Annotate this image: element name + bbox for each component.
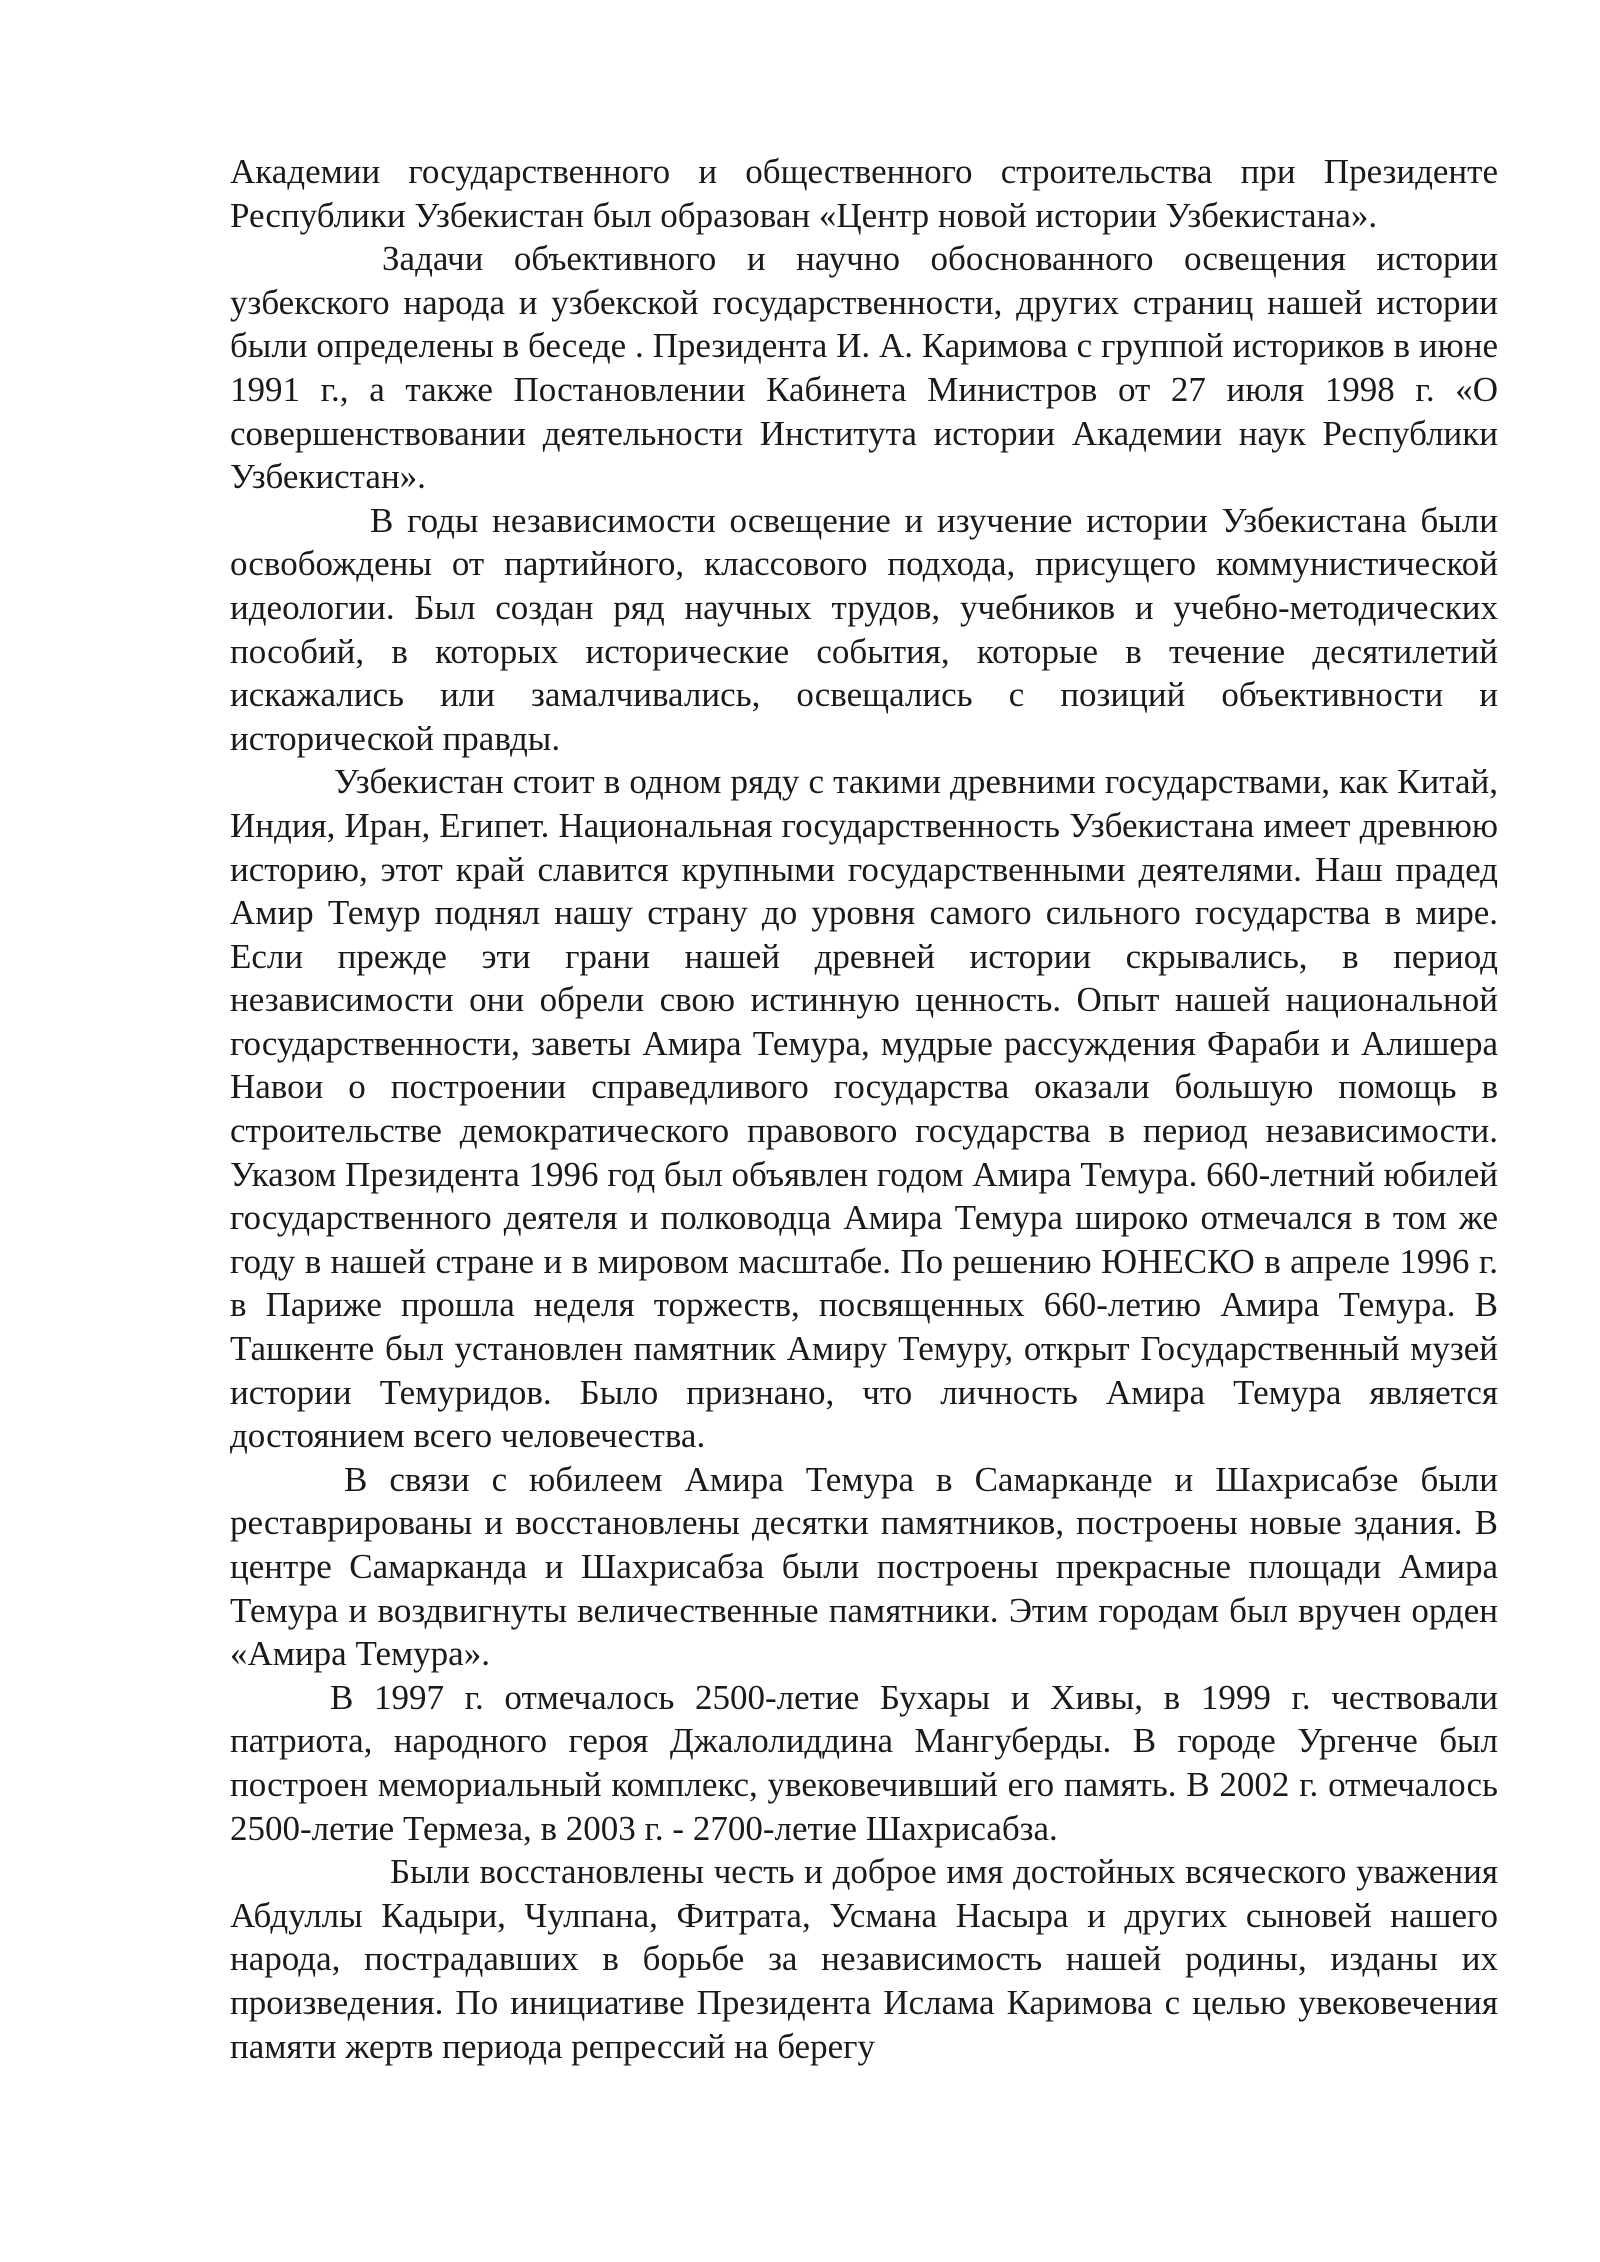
paragraph-history-tasks: Задачи объективного и научно обоснованного освещения истории узбекского народа и узбекской государственности, других страниц нашей истории были определены в беседе . Президента И. А. Каримова с группой историков в июне 1991 г., а также Постановлении Кабинета Министров от 27 июля 1998 г. «О совершенствовании деятельности Института истории Академии наук Республики Узбекистан». bbox=[230, 239, 1498, 497]
paragraph-city-anniversaries: В 1997 г. отмечалось 2500-летие Бухары и Хивы, в 1999 г. чествовали патриота, народного героя Джалолиддина Мангуберды. В городе Ургенче был построен мемориальный комплекс, увековечивший его память. В 2002 г. отмечалось 2500-летие Термеза, в 2003 г. - 2700-летие Шахрисабза. bbox=[230, 1677, 1498, 1848]
document-page bbox=[230, 150, 1498, 2068]
paragraph-jubilee-monuments: В связи с юбилеем Амира Темура в Самарканде и Шахрисабзе были реставрированы и восстановлены десятки памятников, построены новые здания. В центре Самарканда и Шахрисабза были построены прекрасные площади Амира Темура и воздвигнуты величественные памятники. Этим городам был вручен орден «Амира Темура». bbox=[230, 1459, 1498, 1674]
paragraph-restored-names: Были восстановлены честь и доброе имя достойных всяческого уважения Абдуллы Кадыри, Чулпана, Фитрата, Усмана Насыра и других сыновей нашего народа, пострадавших в борьбе за независимость нашей родины, изданы их произведения. По инициативе Президента Ислама Каримова с целью увековечения памяти жертв периода репрессий на берегу bbox=[230, 1852, 1498, 2066]
paragraph-academy-center: Академии государственного и общественного строительства при Президенте Республики Узбекистан был образован «Центр новой истории Узбекистана». bbox=[230, 152, 1498, 235]
paragraph-independence-years: В годы независимости освещение и изучение истории Узбекистана были освобождены от партийного, классового подхода, присущего коммунистической идеологии. Был создан ряд научных трудов, учебников и учебно-методических пособий, в которых исторические события, которые в течение десятилетий искажались или замалчивались, освещались с позиций объективности и исторической правды. bbox=[230, 500, 1498, 758]
paragraph-ancient-states: Узбекистан стоит в одном ряду с такими древними государствами, как Китай, Индия, Иран, Египет. Национальная государственность Узбекистана имеет древнюю историю, этот край славится крупными государственными деятелями. Наш прадед Амир Темур поднял нашу страну до уровня самого сильного государства в мире. Если прежде эти грани нашей древней истории скрывались, в период независимости они обрели свою истинную ценность. Опыт нашей национальной государственности, заветы Амира Темура, мудрые рассуждения Фараби и Алишера Навои о построении справедливого государства оказали большую помощь в строительстве демократического правового государства в период независимости. Указом Президента 1996 год был объявлен годом Амира Темура. 660-летний юбилей государственного деятеля и полководца Амира Темура широко отмечался в том же году в нашей стране и в мировом масштабе. По решению ЮНЕСКО в апреле 1996 г. в Париже прошла неделя торжеств, посвященных 660-летию Амира Темура. В Ташкенте был установлен памятник Амиру Темуру, открыт Государственный музей истории Темуридов. Было признано, что личность Амира Темура является достоянием всего человечества. bbox=[230, 762, 1498, 1456]
